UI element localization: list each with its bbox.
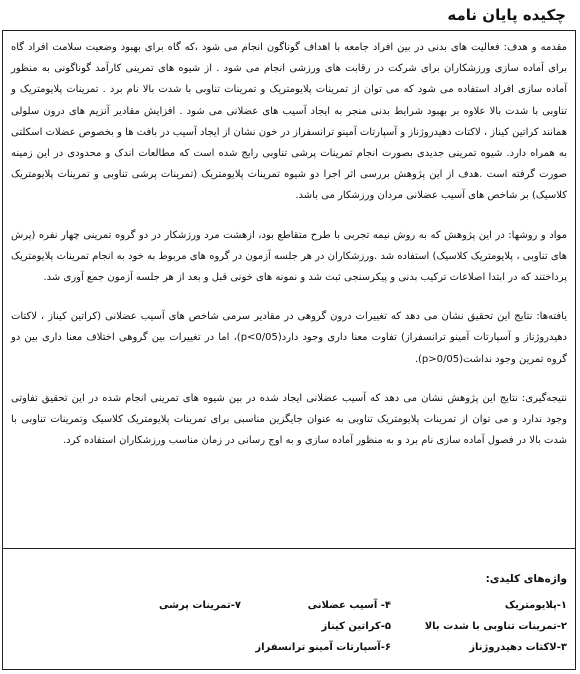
keyword-item: ۴- آسیب عضلانی <box>307 600 391 611</box>
methods-paragraph: مواد و روشها: در این پژوهش که به روش نیمه تجربی با طرح متقاطع بود، ازهشت مرد ورزشکار در دو گروه تمرینی چهار نفره (پرش های تناوبی ، پلایومتریک کلاسیک) استفاده شد .ورزشکاران در هر جلسه آزمون در گروه های مربوط به خود به انجام تمرینات پلایومتریک پرداختند که در ابتدا اصلاعات ترکیب بدنی و پیکرسنجی ثبت شد و نمونه های خونی قبل و بعد از هر جلسه آزمون جمع آوری شد. <box>11 229 567 284</box>
keyword-item: ۵-کراتین کیناز <box>321 621 391 632</box>
keyword-item: ۱-پلایومتریک <box>504 600 567 611</box>
abstract-body <box>11 37 567 469</box>
results-paragraph: یافته‌ها: نتایج این تحقیق نشان می دهد که تغییرات درون گروهی در مقادیر سرمی شاخص های آسیب عضلانی (کراتین کیناز ، لاکتات دهیدروژناز و آسپارتات آمینو ترانسفراز) تفاوت معنا داری وجود دارد(p<0/05)، اما در تغییرات بین گروهی اختلاف معنا داری بین دو گروه تمرین وجود نداشت(p>0/05). <box>11 311 568 365</box>
introduction-paragraph: مقدمه و هدف: فعالیت های بدنی در بین افراد جامعه با اهداف گوناگون انجام می شود ،که گاه برای بهبود وضعیت سلامت افراد گاه برای آماده سازی ورزشکاران برای شرکت در رقابت های ورزشی انجام می شود . از شیوه های تمرینی کارآمد گوناگونی به منظور آماده سازی افراد استفاده می شود که می توان از تمرینات پلایومتریک و تمرینات تناوبی با شدت بالا نام برد . تمرینات پلایومتریک و تناوبی با شدت بالا علاوه بر بهبود شرایط بدنی منجر به ایجاد آسیب های عضلانی می شود . افزایش مقادیر آنزیم های درون سلولی همانند کراتین کیناز ، لاکتات دهیدروژناز و آسپارتات آمینو ترانسفراز در خون نشان از ایجاد آسیب در بافت ها و بخصوص عضلات اسکلتی به همراه دارد. شیوه تمرینی جدیدی بصورت انجام تمرینات پرشی تناوبی رایج شده است که مطالعات اندک و محدودی در این زمینه صورت گرفته است .هدف از این پژوهش بررسی اثر اجرا دو شیوه تمرینات پلایومتریک (تمرینات پرشی تناوبی و تمرینات پلایومتریک کلاسیک) بر شاخص های آسیب عضلانی مردان ورزشکار می باشد. <box>11 42 567 202</box>
keyword-item: ۶-آسپارتات آمینو ترانسفراز <box>255 642 391 653</box>
keyword-item: ۳-لاکتات دهیدروژناز <box>469 642 567 653</box>
keyword-item: ۷-تمرینات پرشی <box>159 600 241 611</box>
keyword-item: ۲-تمرینات تناوبی با شدت بالا <box>424 621 567 632</box>
section-divider <box>3 548 575 549</box>
abstract-title: چکیده پایان نامه <box>447 6 566 24</box>
keywords-list <box>97 597 567 656</box>
conclusion-paragraph: نتیجه‌گیری: نتایج این پژوهش نشان می دهد که آسیب عضلانی ایجاد شده در بین شیوه های تمرینی انجام شده در این تحقیق تفاوتی وجود ندارد و می توان از تمرینات پلایومتریک تناوبی به عنوان جایگزین مناسبی برای تمرینات پلایومتریک کلاسیک وتمرینات تناوبی با شدت بالا در فصول آماده سازی نام برد و به منظور آماده سازی و به اوج رسانی در زمان مناسب ورزشکاران استفاده کرد. <box>11 392 567 447</box>
keyword-item <box>101 639 241 656</box>
keywords-title: واژه‌های کلیدی: <box>485 573 567 585</box>
abstract-box <box>2 30 576 670</box>
keyword-item <box>101 618 241 635</box>
